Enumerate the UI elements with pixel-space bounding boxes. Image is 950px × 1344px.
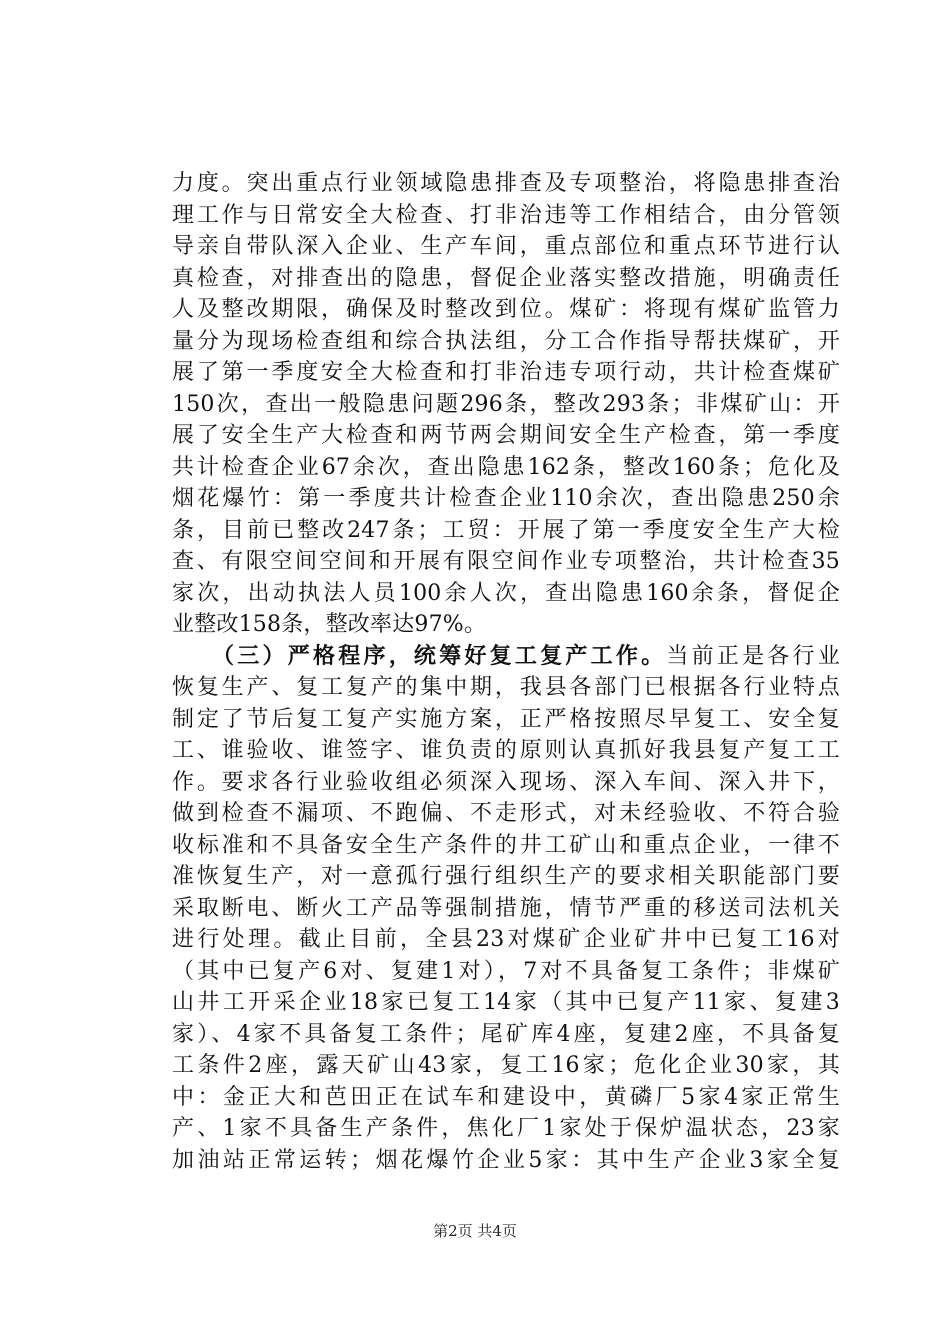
text-line: 人及整改期限，确保及时整改到位。煤矿：将现有煤矿监管力 <box>172 297 840 322</box>
text-line: （其中已复产6对、复建1对），7对不具备复工条件；非煤矿 <box>172 958 840 984</box>
section-heading-line <box>172 641 840 673</box>
text-line: 做到检查不漏项、不跑偏、不走形式，对未经验收、不符合验 <box>172 801 840 826</box>
text-line: 业整改158条，整改率达97%。 <box>172 612 487 637</box>
section-heading: （三）严格程序，统筹好复工复产工作。 <box>212 642 667 669</box>
text-line: 工、谁验收、谁签字、谁负责的原则认真抓好我县复产复工工 <box>172 738 840 763</box>
text-line: 工条件2座，露天矿山43家，复工16家；危化企业30家，其 <box>172 1053 840 1078</box>
text-line: 条，目前已整改247条；工贸：开展了第一季度安全生产大检 <box>172 517 840 543</box>
text-line: 量分为现场检查组和综合执法组，分工合作指导帮扶煤矿，开 <box>172 328 840 354</box>
text-line: 中：金正大和芭田正在试车和建设中，黄磷厂5家4家正常生 <box>172 1084 840 1110</box>
text-line: 共计检查企业67余次，查出隐患162条，整改160条；危化及 <box>172 454 840 480</box>
text-line: 展了第一季度安全大检查和打非治违专项行动，共计检查煤矿 <box>172 360 840 385</box>
text-line: 家次，出动执法人员100余人次，查出隐患160余条，督促企 <box>172 580 840 606</box>
text-line: 山井工开采企业18家已复工14家（其中已复产11家、复建3 <box>172 990 840 1015</box>
text-line: 作。要求各行业验收组必须深入现场、深入车间、深入井下， <box>172 769 840 795</box>
body-text <box>172 168 840 1176</box>
text-line: 制定了节后复工复产实施方案，正严格按照尽早复工、安全复 <box>172 706 840 732</box>
text-line: 加油站正常运转；烟花爆竹企业5家：其中生产企业3家全复 <box>172 1147 840 1173</box>
text-line: 家）、4家不具备复工条件；尾矿库4座，复建2座，不具备复 <box>172 1021 840 1047</box>
text-line: 导亲自带队深入企业、生产车间，重点部位和重点环节进行认 <box>172 234 840 259</box>
text-line: 收标准和不具备安全生产条件的井工矿山和重点企业，一律不 <box>172 832 840 858</box>
text-line: 150次，查出一般隐患问题296条，整改293条；非煤矿山：开 <box>172 391 840 417</box>
text-line: 烟花爆竹：第一季度共计检查企业110余次，查出隐患250余 <box>172 486 840 511</box>
text-line: 采取断电、断火工产品等强制措施，情节严重的移送司法机关 <box>172 895 840 921</box>
text-line: 理工作与日常安全大检查、打非治违等工作相结合，由分管领 <box>172 202 840 228</box>
text-line: 真检查，对排查出的隐患，督促企业落实整改措施，明确责任 <box>172 265 840 291</box>
text-line: 查、有限空间空间和开展有限空间作业专项整治，共计检查35 <box>172 549 840 574</box>
text-run: 当前正是各行业 <box>666 643 840 669</box>
text-line: 展了安全生产大检查和两节两会期间安全生产检查，第一季度 <box>172 423 840 448</box>
text-line: 产、1家不具备生产条件，焦化厂1家处于保炉温状态，23家 <box>172 1116 840 1141</box>
text-line: 进行处理。截止目前，全县23对煤矿企业矿井中已复工16对 <box>172 927 840 952</box>
page-number-footer: 第2页 共4页 <box>433 1222 517 1240</box>
text-line: 准恢复生产，对一意孤行强行组织生产的要求相关职能部门要 <box>172 864 840 889</box>
text-line: 力度。突出重点行业领域隐患排查及专项整治，将隐患排查治 <box>172 171 840 196</box>
text-line: 恢复生产、复工复产的集中期，我县各部门已根据各行业特点 <box>172 675 840 700</box>
